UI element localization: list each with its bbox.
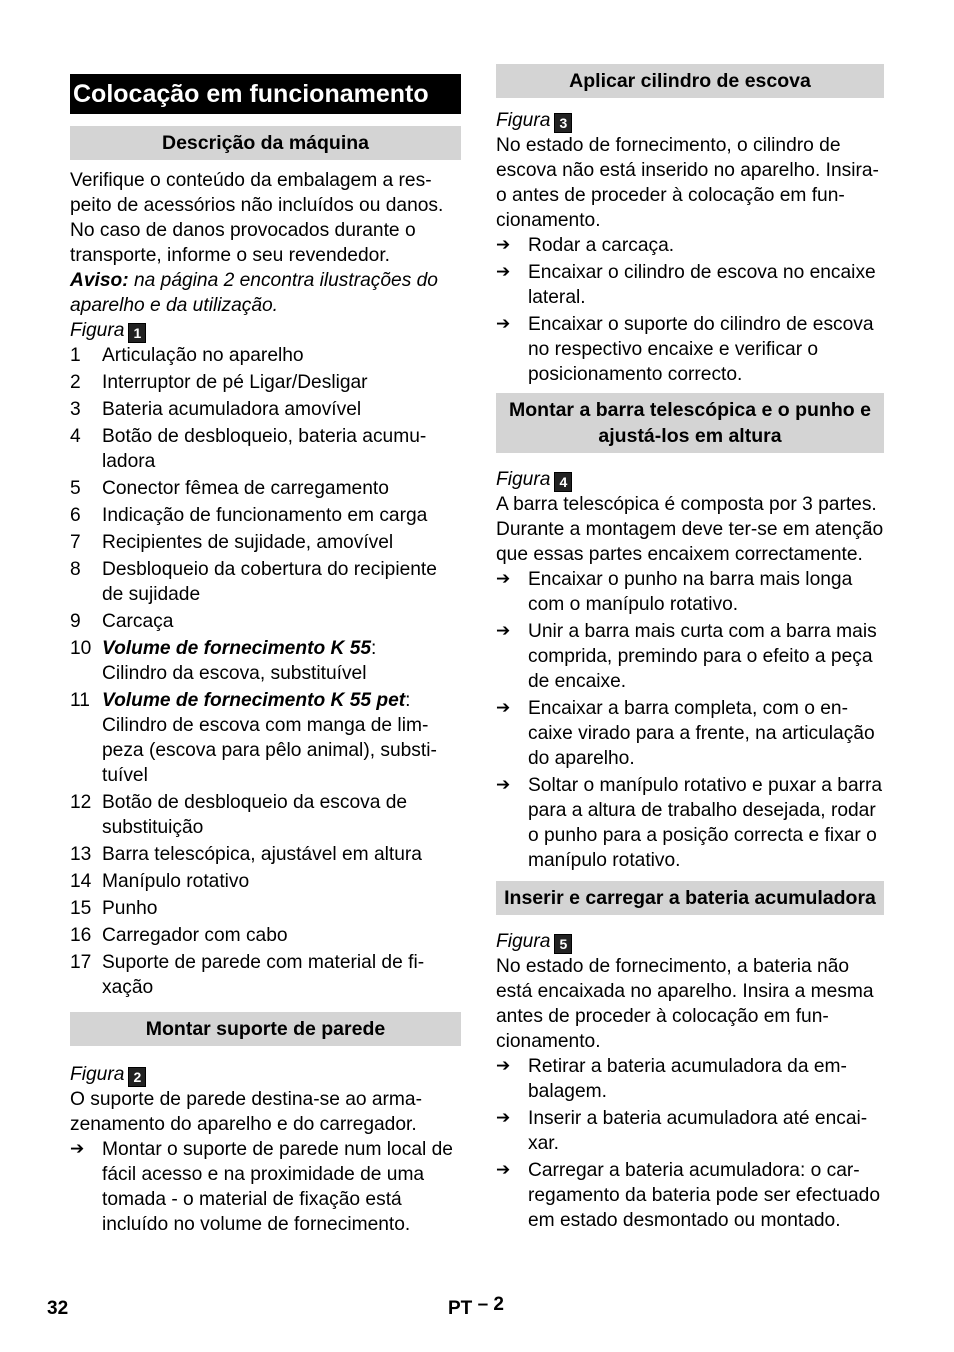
list-item-number: 14 bbox=[70, 871, 92, 892]
list-item-text: Manípulo rotativo bbox=[102, 871, 250, 892]
list-item-number: 7 bbox=[70, 532, 81, 553]
step-item bbox=[496, 773, 884, 873]
list-item-number: 13 bbox=[70, 844, 92, 865]
list-item-text: Carregador com cabo bbox=[102, 925, 288, 946]
figure-number-icon: 5 bbox=[554, 934, 572, 954]
step-text: Rodar a carcaça. bbox=[528, 235, 675, 256]
list-item-number: 17 bbox=[70, 952, 92, 973]
list-item-text: Barra telescópica, ajustável em altura bbox=[102, 844, 422, 865]
arrow-right-icon: ➔ bbox=[496, 775, 511, 795]
figure-ref-5 bbox=[496, 929, 884, 954]
list-item-text: Articulação no aparelho bbox=[102, 345, 304, 366]
step-text: Inserir a bateria acumuladora até encaixar. bbox=[528, 1108, 868, 1154]
tele-paragraph: A barra telescópica é composta por 3 partes. Durante a montagem deve ter-se em atenção que essas partes encaixem correctamente. bbox=[496, 494, 884, 565]
figure-label: Figura bbox=[496, 469, 551, 490]
list-item bbox=[70, 530, 461, 555]
list-item bbox=[70, 688, 461, 788]
list-item-text: Desbloqueio da cobertura do recipiente de sujidade bbox=[102, 559, 437, 605]
step-text: Retirar a bateria acumuladora da embalagem. bbox=[528, 1056, 847, 1102]
step-item bbox=[496, 696, 884, 771]
step-text: Carregar a bateria acumuladora: o carregamento da bateria pode ser efectuado em estado desmontado ou montado. bbox=[528, 1160, 881, 1231]
step-item bbox=[496, 1158, 884, 1233]
list-item bbox=[70, 370, 461, 395]
list-item bbox=[70, 424, 461, 474]
list-item-text: Recipientes de sujidade, amovível bbox=[102, 532, 394, 553]
tele-steps bbox=[496, 567, 884, 873]
list-item-number: 6 bbox=[70, 505, 81, 526]
list-item-number: 5 bbox=[70, 478, 81, 499]
list-item-rest: Cilindro de escova com manga de limpeza (escova para pêlo animal), substituível bbox=[102, 715, 437, 786]
arrow-right-icon: ➔ bbox=[496, 621, 511, 641]
step-text: Soltar o manípulo rotativo e puxar a barra para a altura de trabalho desejada, rodar o punho para a posição correcta e fixar o manípulo rotativo. bbox=[528, 775, 883, 871]
list-item-text: Botão de desbloqueio da escova de substituição bbox=[102, 792, 408, 838]
list-item-number: 9 bbox=[70, 611, 81, 632]
figure-label: Figura bbox=[496, 931, 551, 952]
figure-ref-1 bbox=[70, 318, 461, 343]
figure-number-icon: 1 bbox=[128, 323, 146, 343]
step-item bbox=[496, 567, 884, 617]
figure-ref-3 bbox=[496, 108, 884, 133]
list-item bbox=[70, 343, 461, 368]
bat-steps bbox=[496, 1054, 884, 1233]
list-item-text bbox=[102, 688, 461, 788]
step-item bbox=[496, 619, 884, 694]
language-code bbox=[448, 1296, 504, 1321]
section-header-cilindro: Aplicar cilindro de escova bbox=[496, 64, 884, 98]
page-number: 32 bbox=[47, 1298, 69, 1319]
desc-paragraph: Verifique o conteúdo da embalagem a respeito de acessórios não incluídos ou danos. No caso de danos provocados durante o transporte, informe o seu revendedor. bbox=[70, 170, 444, 266]
list-item bbox=[70, 557, 461, 607]
language-subpage: – 2 bbox=[477, 1294, 504, 1315]
step-text: Encaixar o suporte do cilindro de escova no respectivo encaixe e verificar o posicionamento correcto. bbox=[528, 314, 874, 385]
wall-steps bbox=[70, 1137, 461, 1237]
list-item-text: Indicação de funcionamento em carga bbox=[102, 505, 428, 526]
list-item bbox=[70, 503, 461, 528]
list-item-text: Interruptor de pé Ligar/Desligar bbox=[102, 372, 368, 393]
page-title: Colocação em funcionamento bbox=[70, 74, 461, 114]
list-item-bold: Volume de fornecimento K 55 bbox=[102, 638, 372, 659]
section-header-suporte: Montar suporte de parede bbox=[70, 1012, 461, 1046]
left-column bbox=[70, 74, 461, 1239]
arrow-right-icon: ➔ bbox=[496, 314, 511, 334]
step-item bbox=[496, 312, 884, 387]
list-item-text: Conector fêmea de carregamento bbox=[102, 478, 389, 499]
figure-number-icon: 3 bbox=[554, 113, 572, 133]
figure-label: Figura bbox=[70, 320, 125, 341]
aviso-label: Aviso: bbox=[70, 270, 129, 291]
list-item bbox=[70, 842, 461, 867]
step-item bbox=[496, 260, 884, 310]
list-item bbox=[70, 950, 461, 1000]
list-item-text: Carcaça bbox=[102, 611, 174, 632]
list-item-number: 10 bbox=[70, 638, 92, 659]
list-item-text: Bateria acumuladora amovível bbox=[102, 399, 362, 420]
list-item-number: 3 bbox=[70, 399, 81, 420]
right-column bbox=[496, 64, 884, 1235]
list-item-text bbox=[102, 636, 461, 686]
step-text: Encaixar o cilindro de escova no encaixe lateral. bbox=[528, 262, 876, 308]
figure-label: Figura bbox=[496, 110, 551, 131]
brush-paragraph: No estado de fornecimento, o cilindro de escova não está inserido no aparelho. Insira-o antes de proceder à colocação em funcionamento. bbox=[496, 135, 879, 231]
list-item bbox=[70, 636, 461, 686]
step-item bbox=[496, 1054, 884, 1104]
list-item-text: Suporte de parede com material de fixação bbox=[102, 952, 425, 998]
list-item bbox=[70, 896, 461, 921]
list-item bbox=[70, 923, 461, 948]
language-label: PT bbox=[448, 1298, 473, 1319]
step-item bbox=[496, 233, 884, 258]
brush-steps bbox=[496, 233, 884, 387]
list-item-text: Punho bbox=[102, 898, 158, 919]
arrow-right-icon: ➔ bbox=[496, 569, 511, 589]
list-item-number: 4 bbox=[70, 426, 81, 447]
section-header-barra: Montar a barra telescópica e o punho e ajustá-los em altura bbox=[496, 393, 884, 453]
list-item-number: 1 bbox=[70, 345, 81, 366]
section-header-descricao: Descrição da máquina bbox=[70, 126, 461, 160]
figure-number-icon: 2 bbox=[128, 1067, 146, 1087]
figure-label: Figura bbox=[70, 1064, 125, 1085]
list-item bbox=[70, 869, 461, 894]
list-item-number: 12 bbox=[70, 792, 92, 813]
list-item-rest: Cilindro da escova, substituível bbox=[102, 663, 367, 684]
list-item bbox=[70, 790, 461, 840]
parts-list bbox=[70, 343, 461, 634]
aviso-text: na página 2 encontra ilustrações do aparelho e da utilização. bbox=[70, 270, 438, 316]
list-item-bold: Volume de fornecimento K 55 pet bbox=[102, 690, 406, 711]
arrow-right-icon: ➔ bbox=[496, 1056, 511, 1076]
list-item bbox=[70, 397, 461, 422]
list-item-number: 8 bbox=[70, 559, 81, 580]
figure-ref-4 bbox=[496, 467, 884, 492]
list-item bbox=[70, 476, 461, 501]
list-item-number: 2 bbox=[70, 372, 81, 393]
arrow-right-icon: ➔ bbox=[496, 1160, 511, 1180]
step-text: Montar o suporte de parede num local de fácil acesso e na proximidade de uma tomada - o material de fixação está incluído no volume de fornecimento. bbox=[102, 1139, 453, 1235]
step-text: Encaixar a barra completa, com o encaixe virado para a frente, na articulação do aparelho. bbox=[528, 698, 875, 769]
wall-paragraph: O suporte de parede destina-se ao armazenamento do aparelho e do carregador. bbox=[70, 1089, 422, 1135]
bat-paragraph: No estado de fornecimento, a bateria não está encaixada no aparelho. Insira a mesma antes de proceder à colocação em funcionamento. bbox=[496, 956, 874, 1052]
list-item-number: 16 bbox=[70, 925, 92, 946]
section-header-bateria: Inserir e carregar a bateria acumuladora bbox=[496, 881, 884, 915]
step-text: Unir a barra mais curta com a barra mais comprida, premindo para o efeito a peça de encaixe. bbox=[528, 621, 877, 692]
figure-ref-2 bbox=[70, 1062, 461, 1087]
step-item bbox=[496, 1106, 884, 1156]
list-item-colon: : bbox=[405, 690, 411, 711]
list-item-number: 15 bbox=[70, 898, 92, 919]
aviso-paragraph bbox=[70, 268, 461, 318]
list-item-text: Botão de desbloqueio, bateria acumuladora bbox=[102, 426, 427, 472]
list-item-number: 11 bbox=[70, 690, 90, 711]
step-item bbox=[70, 1137, 461, 1237]
parts-list-continued bbox=[70, 790, 461, 1000]
arrow-right-icon: ➔ bbox=[496, 1108, 511, 1128]
arrow-right-icon: ➔ bbox=[70, 1139, 85, 1159]
list-item-colon: : bbox=[371, 638, 377, 659]
arrow-right-icon: ➔ bbox=[496, 262, 511, 282]
step-text: Encaixar o punho na barra mais longa com o manípulo rotativo. bbox=[528, 569, 853, 615]
arrow-right-icon: ➔ bbox=[496, 698, 511, 718]
list-item bbox=[70, 609, 461, 634]
arrow-right-icon: ➔ bbox=[496, 235, 511, 255]
figure-number-icon: 4 bbox=[554, 472, 572, 492]
